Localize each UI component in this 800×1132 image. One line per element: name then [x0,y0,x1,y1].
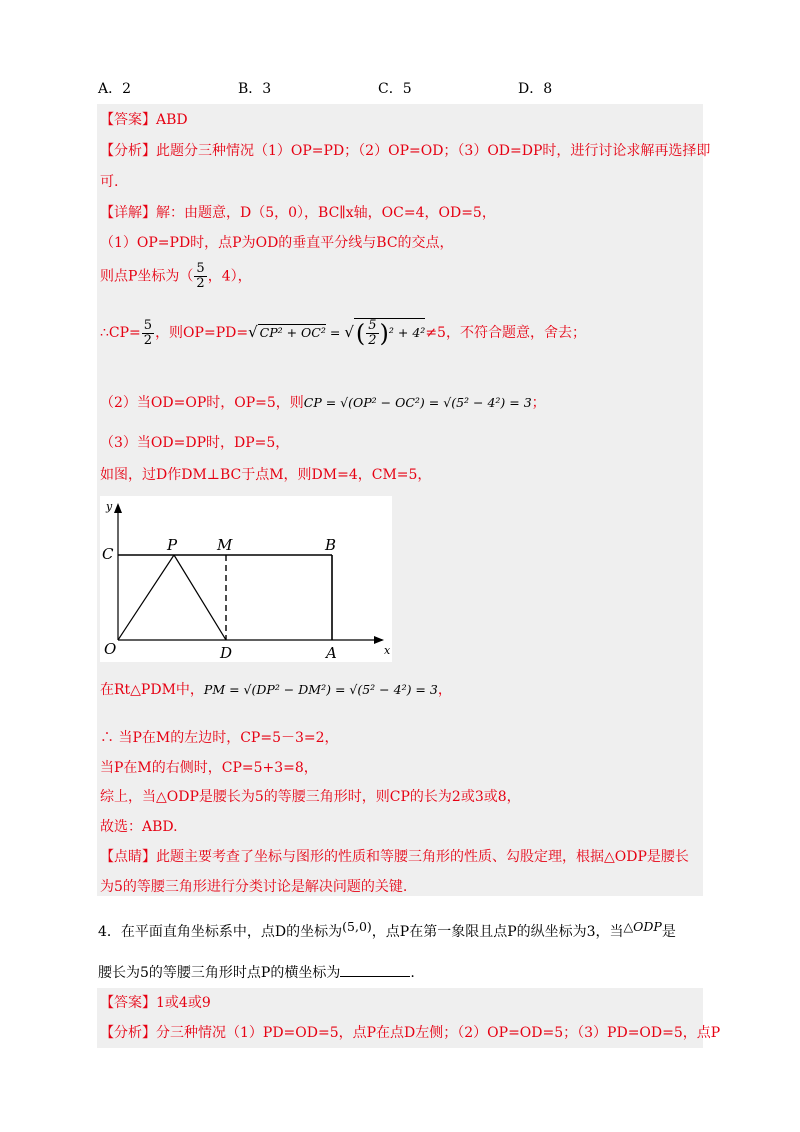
analysis-line-1 [100,140,710,160]
comment-line-1 [100,846,689,866]
radical-expression: √ CP² + OC² = √( $\frac{5}{2}$ )² + 4² [248,318,426,348]
fraction-denominator: 2 [143,332,153,348]
label-p: P [167,536,178,554]
fraction [366,319,378,348]
option-d: D．8 [518,81,553,97]
question-4-line-2 [98,962,415,982]
question-4-line-1-post: 是 [661,924,676,940]
comment-line-2: 为5的等腰三角形进行分类讨论是解决问题的关键. [100,879,408,895]
fraction [194,262,206,291]
comment-text-1: 此题主要考查了坐标与图形的性质和等腰三角形的性质、勾股定理，根据△ODP是腰长 [156,849,689,865]
answer-line [100,109,188,129]
label-y: y [106,500,113,513]
detail-line-4-pre: ∴CP= [100,325,141,341]
analysis-text-1: 此题分三种情况（1）OP=PD；（2）OP=OD；（3）OD=DP时，进行讨论求解再选择即 [156,143,711,159]
detail-tag: 【详解】 [100,205,156,221]
analysis-4-tag: 【分析】 [100,1025,156,1041]
y-axis-arrow [114,503,122,513]
label-d: D [220,644,233,662]
label-x: x [384,644,391,657]
option-c: C．5 [378,81,412,97]
detail-line-1 [100,202,496,222]
fraction-numerator: 5 [196,261,205,276]
coord-d: (5,0) [342,919,372,934]
analysis-4-text-1: 分三种情况（1）PD=OD=5，点P在点D左侧；（2）OP=OD=5；（3）PD=OD=5，点P [156,1025,721,1041]
detail-line-3-pre: 则点P坐标为（ [100,268,194,285]
question-4-line-1-mid: ，点P在第一象限且点P的纵坐标为3，当 [371,924,624,940]
label-m: M [217,536,233,554]
segment-op [118,555,174,640]
answer-4-text: 1或4或9 [156,995,211,1011]
answer-text: ABD [156,112,188,128]
comment-tag: 【点睛】 [100,849,156,865]
coordinate-figure [100,496,392,662]
detail-line-3 [100,262,252,291]
detail-line-2: （1）OP=PD时，点P为OD的垂直平分线与BC的交点， [100,235,454,251]
detail-line-5 [100,392,546,412]
answer-blank[interactable] [340,964,410,977]
detail-line-12: 故选：ABD. [100,819,178,835]
radicand: ( $\frac{5}{2}$ )² + 4² [355,318,426,348]
detail-line-5-post: ； [531,395,546,411]
formula-pm: PM = √(DP² − DM²) = √(5² − 4²) = 3 [203,682,438,697]
label-a: A [326,644,337,662]
question-4-line-1-pre: 4．在平面直角坐标系中，点D的坐标为 [98,924,343,940]
label-b: B [325,536,337,554]
fraction-numerator: 5 [143,317,153,333]
detail-line-4-post: ≠5，不符合题意，舍去； [425,325,586,341]
fraction-numerator: 5 [368,318,377,333]
option-b: B．3 [238,81,272,97]
question-4-line-1 [98,919,676,941]
radicand: CP² + OC² [259,325,326,340]
formula-cp: CP = √(OP² − OC²) = √(5² − 4²) = 3 [303,395,532,410]
figure-svg [100,496,392,662]
equals-sign: = [329,325,341,340]
question-4-line-2-post: . [410,965,415,981]
detail-line-6: （3）当OD=DP时，DP=5， [100,435,290,451]
detail-line-11: 综上，当△ODP是腰长为5的等腰三角形时，则CP的长为2或3或8， [100,789,521,805]
radicand-tail: ² + 4² [388,325,426,340]
answer-4-line [100,992,211,1012]
fraction-denominator: 2 [368,333,377,348]
detail-line-4 [100,318,586,348]
analysis-tag: 【分析】 [100,143,156,159]
label-o: O [104,640,117,658]
detail-line-8-post: ， [437,682,452,698]
detail-line-4-mid: ，则OP=PD= [155,325,249,341]
answer-tag: 【答案】 [100,112,156,128]
x-axis-arrow [374,636,384,644]
label-c: C [102,545,114,563]
fraction-denominator: 2 [196,276,205,291]
detail-line-9: ∴ 当P在M的左边时，CP=5－3=2， [100,730,339,746]
detail-line-8-pre: 在Rt△PDM中， [100,682,204,698]
triangle-odp: △ODP [623,919,662,934]
analysis-line-2: 可. [100,174,119,190]
detail-text-1: 解：由题意，D（5，0），BC∥x轴，OC=4，OD=5， [156,205,496,221]
analysis-4-line-1 [100,1022,720,1042]
detail-line-7: 如图，过D作DM⊥BC于点M，则DM=4，CM=5， [100,467,432,483]
segment-pd [174,555,226,640]
detail-line-5-pre: （2）当OD=OP时，OP=5，则 [100,395,304,411]
option-a: A．2 [98,81,132,97]
detail-line-3-post: ，4）， [207,268,252,285]
question-4-line-2-pre: 腰长为5的等腰三角形时点P的横坐标为 [98,965,341,981]
fraction [142,319,154,348]
detail-line-10: 当P在M的右侧时，CP=5+3=8， [100,760,318,776]
answer-4-tag: 【答案】 [100,995,156,1011]
detail-line-8 [100,679,452,699]
